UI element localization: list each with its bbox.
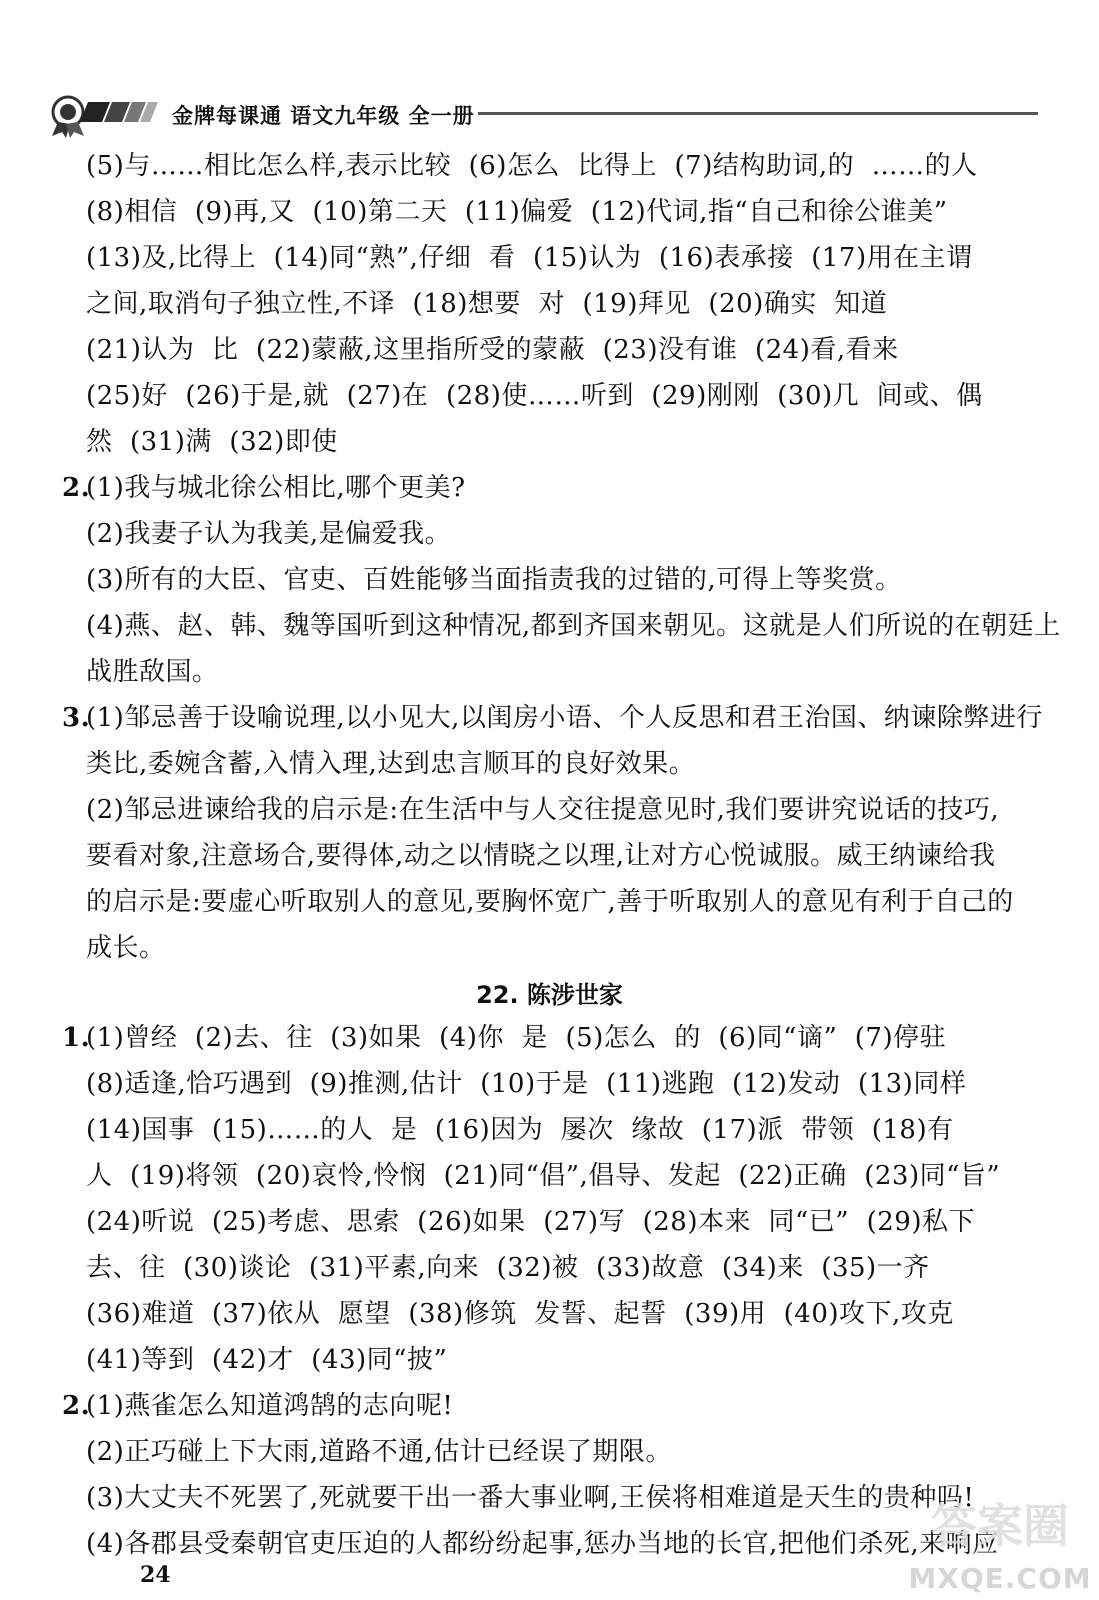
answer-line: 之间,取消句子独立性,不译 (18)想要 对 (19)拜见 (20)确实 知道 bbox=[86, 289, 888, 319]
answer-line: (1)曾经 (2)去、往 (3)如果 (4)你 是 (5)怎么 的 (6)同“谪” (7)停驻 bbox=[86, 1023, 947, 1053]
watermark bbox=[905, 1490, 1095, 1595]
header-title: 金牌每课通 语文九年级 全一册 bbox=[172, 104, 475, 128]
answer-line: (2)正巧碰上下大雨,道路不通,估计已经误了期限。 bbox=[86, 1437, 672, 1467]
answer-line: (3)大丈夫不死罢了,死就要干出一番大事业啊,王侯将相难道是天生的贵种吗! bbox=[86, 1483, 975, 1513]
answer-line: (41)等到 (42)才 (43)同“披” bbox=[86, 1345, 448, 1375]
page-number: 24 bbox=[140, 1562, 171, 1588]
answer-line: (5)与……相比怎么样,表示比较 (6)怎么 比得上 (7)结构助词,的 ……的人 bbox=[86, 151, 978, 181]
answer-line: (2)我妻子认为我美,是偏爱我。 bbox=[86, 519, 452, 549]
watermark-text: MXQE.COM bbox=[908, 1562, 1092, 1595]
answer-line: (14)国事 (15)……的人 是 (16)因为 屡次 缘故 (17)派 带领 (18)有 bbox=[86, 1115, 954, 1145]
answer-line: 要看对象,注意场合,要得体,动之以情晓之以理,让对方心悦诚服。威王纳谏给我 bbox=[86, 841, 996, 871]
page-header bbox=[48, 92, 1008, 144]
answer-line: 战胜敌国。 bbox=[86, 657, 219, 687]
medal-badge-icon bbox=[48, 92, 160, 138]
answer-line: (8)相信 (9)再,又 (10)第二天 (11)偏爱 (12)代词,指“自己和徐公谁美” bbox=[86, 197, 948, 227]
answer-line: (4)燕、赵、韩、魏等国听到这种情况,都到齐国来朝见。这就是人们所说的在朝廷上 bbox=[86, 611, 1061, 641]
answer-line: (2)邹忌进谏给我的启示是:在生活中与人交往提意见时,我们要讲究说话的技巧, bbox=[86, 795, 1000, 825]
answer-line: (13)及,比得上 (14)同“熟”,仔细 看 (15)认为 (16)表承接 (17)用在主谓 bbox=[86, 243, 973, 273]
answer-line: (8)适逢,恰巧遇到 (9)推测,估计 (10)于是 (11)逃跑 (12)发动 (13)同样 bbox=[86, 1069, 967, 1099]
answer-line: (36)难道 (37)依从 愿望 (38)修筑 发誓、起誓 (39)用 (40)攻下,攻克 bbox=[86, 1299, 954, 1329]
question-number: 1. bbox=[62, 1023, 91, 1053]
answer-line: 类比,委婉含蓄,入情入理,达到忠言顺耳的良好效果。 bbox=[86, 749, 696, 779]
answer-line: 的启示是:要虚心听取别人的意见,要胸怀宽广,善于听取别人的意见有利于自己的 bbox=[86, 887, 1014, 917]
answer-line: (1)燕雀怎么知道鸿鹄的志向呢! bbox=[86, 1391, 454, 1421]
section-title: 22. 陈涉世家 bbox=[476, 981, 623, 1009]
answer-line: 人 (19)将领 (20)哀怜,怜悯 (21)同“倡”,倡导、发起 (22)正确 (23)同“旨” bbox=[86, 1161, 1001, 1191]
question-number: 3. bbox=[62, 703, 91, 733]
answer-line: (1)邹忌善于设喻说理,以小见大,以闺房小语、个人反思和君王治国、纳谏除弊进行 bbox=[86, 703, 1043, 733]
answer-line: (3)所有的大臣、官吏、百姓能够当面指责我的过错的,可得上等奖赏。 bbox=[86, 565, 902, 595]
answer-line: 然 (31)满 (32)即使 bbox=[86, 427, 338, 457]
header-rule bbox=[478, 112, 1038, 115]
answer-line: 成长。 bbox=[86, 933, 166, 963]
answer-line: 去、往 (30)谈论 (31)平素,向来 (32)被 (33)故意 (34)来 (35)一齐 bbox=[86, 1253, 930, 1283]
answer-line: (4)各郡县受秦朝官吏压迫的人都纷纷起事,惩办当地的长官,把他们杀死,来响应 bbox=[86, 1529, 999, 1559]
answer-line: (24)听说 (25)考虑、思索 (26)如果 (27)写 (28)本来 同“已” (29)私下 bbox=[86, 1207, 975, 1237]
question-number: 2. bbox=[62, 1391, 91, 1421]
answer-line: (21)认为 比 (22)蒙蔽,这里指所受的蒙蔽 (23)没有谁 (24)看,看来 bbox=[86, 335, 899, 365]
answer-line: (25)好 (26)于是,就 (27)在 (28)使……听到 (29)刚刚 (30)几 间或、偶 bbox=[86, 381, 983, 411]
watermark-logo: 答案圈 bbox=[931, 1499, 1069, 1553]
question-number: 2. bbox=[62, 473, 91, 503]
answer-line: (1)我与城北徐公相比,哪个更美? bbox=[86, 473, 466, 503]
